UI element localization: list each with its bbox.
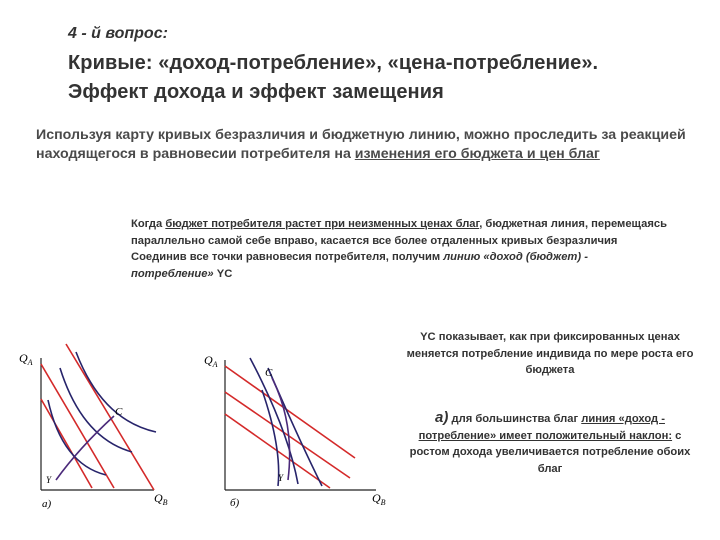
diagram-b-x-label: $Q_B$ xyxy=(372,491,386,507)
diagram-a-budget-line-3 xyxy=(66,344,154,490)
diagram-a-panel-label: а) xyxy=(42,498,52,510)
question-number: 4 - й вопрос: xyxy=(68,25,168,42)
note-a-text-1: для большинства благ xyxy=(448,413,582,425)
budget-growth-sentence xyxy=(131,216,671,249)
intro-text: Используя карту кривых безразличия и бюджетную линию, можно проследить за реакцией находящегося в равновесии потребителя на xyxy=(36,127,686,162)
equilibrium-text-1: Соединив все точки равновесия потребителя, получим xyxy=(131,251,444,263)
budget-growth-text-1: Когда xyxy=(131,218,166,230)
equilibrium-sentence xyxy=(131,249,671,282)
budget-growth-underlined: бюджет потребителя растет при неизменных ценах благ xyxy=(165,218,480,230)
diagram-b-budget-line-2 xyxy=(225,392,350,478)
diagram-a-income-consumption-line xyxy=(56,416,114,480)
equilibrium-text-2: YC xyxy=(213,267,233,280)
diagram-b-y-label: $Q_A$ xyxy=(204,353,218,369)
budget-growth-text-2: , бюджетная линия, перемещаясь параллельно самой себе вправо, касается все более отдаленных кривых безразличия xyxy=(131,218,667,247)
intro-paragraph xyxy=(36,126,696,164)
diagram-b-y-point-label: Y xyxy=(278,473,284,483)
income-consumption-term: линию «доход (бюджет) - потребление» xyxy=(131,251,588,280)
intro-underlined-text: изменения его бюджета и цен благ xyxy=(354,146,600,162)
diagram-a-c-label: C xyxy=(115,406,123,418)
diagram-b-indifference-curve-3 xyxy=(262,390,279,486)
diagram-b-income-consumption-line xyxy=(272,378,290,480)
diagram-b-panel-label: б) xyxy=(230,497,240,509)
diagram-b xyxy=(200,346,395,510)
diagram-a-indifference-curve-3 xyxy=(76,352,156,432)
budget-growth-paragraph xyxy=(131,216,671,282)
diagram-a-y-label: $Q_A$ xyxy=(19,351,33,367)
note-a-label: а) xyxy=(435,409,449,426)
diagram-b-c-label: C xyxy=(265,367,273,379)
diagram-a-indifference-curve-1 xyxy=(48,400,106,475)
diagram-a-y-point-label: Y xyxy=(46,475,52,485)
note-a-underlined: линия «доход - потребление» имеет положительный наклон: xyxy=(418,413,673,442)
slide-title-line-2: Эффект дохода и эффект замещения xyxy=(68,81,444,103)
note-a-text-2: с ростом дохода увеличивается потребление обоих благ xyxy=(409,429,691,475)
slide-title-line-1: Кривые: «доход-потребление», «цена-потребление». xyxy=(68,52,599,74)
diagram-a-x-label: $Q_B$ xyxy=(154,491,168,507)
yc-description: YC показывает, как при фиксированных ценах меняется потребление индивида по мере роста его бюджета xyxy=(406,331,694,376)
diagram-a xyxy=(14,342,192,510)
note-a xyxy=(404,410,696,477)
